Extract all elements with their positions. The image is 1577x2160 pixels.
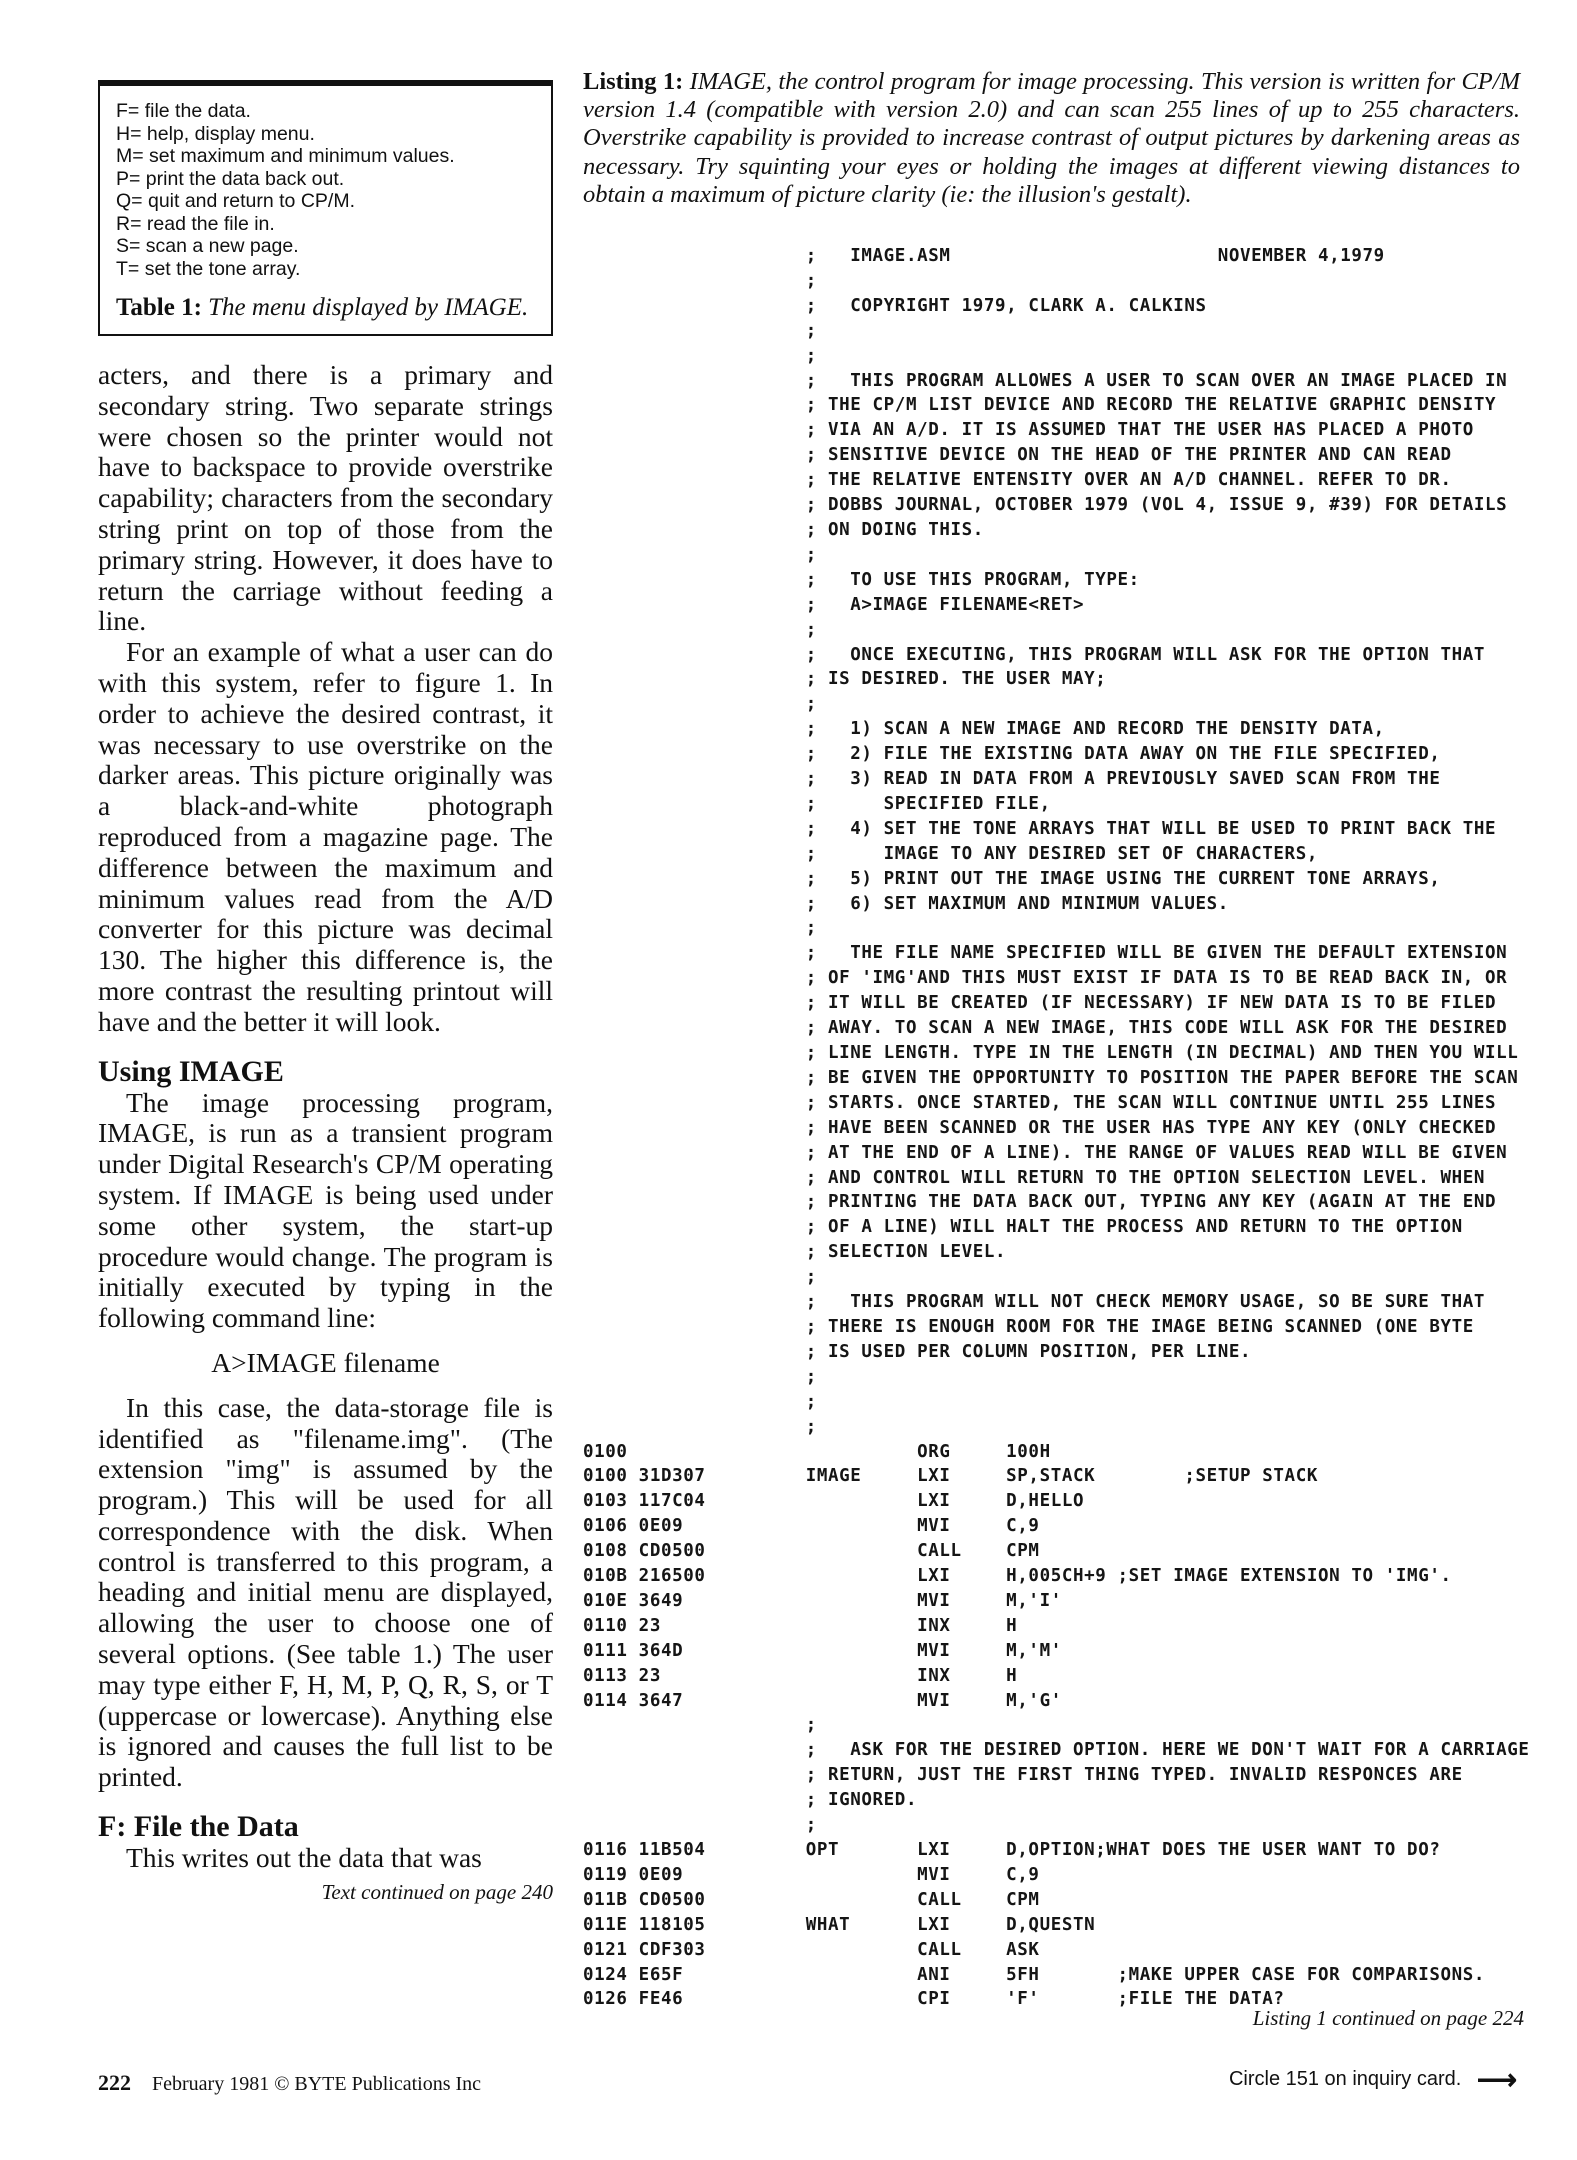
body-paragraph: For an example of what a user can do with this system, refer to figure 1. In order to achieve the desired contrast, it was necessary to use overstrike on the darker areas. This picture originally was a black-and-white photograph reproduced from a magazine page. The difference between the maximum and minimum values read from the A/D converter for this picture was decimal 130. The higher this difference is, the more contrast the resulting printout will have and the better it will look.: [98, 636, 553, 1037]
listing-1-caption-text: IMAGE, the control program for image processing. This version is written for CP/M version 1.4 (compatible with version 2.0) and can scan 255 lines of up to 255 characters. Overstrike capability is provided to increase contrast of output pictures by darkening areas as necessary. Try squinting your eyes or holding the images at different viewing distances to obtain a maximum of picture clarity (ie: the illusion's gestalt).: [583, 68, 1520, 208]
table-1-caption: [116, 294, 537, 322]
menu-item: H= help, display menu.: [116, 122, 315, 145]
section-heading-file-data: F: File the Data: [98, 1810, 299, 1844]
body-paragraph: This writes out the data that was: [126, 1842, 482, 1874]
arrow-right-icon: ⟶: [1476, 2063, 1517, 2095]
command-line-example: A>IMAGE filename: [211, 1346, 440, 1378]
menu-item: Q= quit and return to CP/M.: [116, 190, 355, 212]
listing-1-caption: [583, 68, 1520, 209]
publication-line: February 1981 © BYTE Publications Inc: [152, 2073, 482, 2095]
body-paragraph: In this case, the data-storage file is identified as "filename.img". (The extension "img" is assumed by the program.) This will be used for all correspondence with the disk. When control is transferred to this program, a heading and initial menu are displayed, allowing the user to choose one of several options. (See table 1.) The user may type either F, H, M, P, Q, R, S, or T (uppercase or lowercase). Anything else is ignored and causes the full list to be printed.: [98, 1391, 553, 1793]
assembly-code-listing: ; IMAGE.ASM NOVEMBER 4,1979 ; ; COPYRIGHT 1979, CLARK A. CALKINS ; ; ; THIS PROGRAM ALLOWES A USER TO SCAN OVER AN IMAGE PLACED IN ; THE CP/M LIST DEVICE AND RECORD THE RELATIVE GRAPHIC DENSITY ; VIA AN A/D. IT IS ASSUMED THAT THE USER HAS PLACED A PHOTO ; SENSITIVE DEVICE ON THE HEAD OF THE PRINTER AND CAN READ ; THE RELATIVE ENTENSITY OVER AN A/D CHANNEL. REFER TO DR. ; DOBBS JOURNAL, OCTOBER 1979 (VOL 4, ISSUE 9, #39) FOR DETAILS ; ON DOING THIS. ; ; TO USE THIS PROGRAM, TYPE: ; A>IMAGE FILENAME<RET> ; ; ONCE EXECUTING, THIS PROGRAM WILL ASK FOR THE OPTION THAT ; IS DESIRED. THE USER MAY; ; ; 1) SCAN A NEW IMAGE AND RECORD THE DENSITY DATA, ; 2) FILE THE EXISTING DATA AWAY ON THE FILE SPECIFIED, ; 3) READ IN DATA FROM A PREVIOUSLY SAVED SCAN FROM THE ; SPECIFIED FILE, ; 4) SET THE TONE ARRAYS THAT WILL BE USED TO PRINT BACK THE ; IMAGE TO ANY DESIRED SET OF CHARACTERS, ; 5) PRINT OUT THE IMAGE USING THE CURRENT TONE ARRAYS, ; 6) SET MAXIMUM AND MINIMUM VALUES. ; ; THE FILE NAME SPECIFIED WILL BE GIVEN THE DEFAULT EXTENSION ; OF 'IMG'AND THIS MUST EXIST IF DATA IS TO BE READ BACK IN, OR ; IT WILL BE CREATED (IF NECESSARY) IF NEW DATA IS TO BE FILED ; AWAY. TO SCAN A NEW IMAGE, THIS CODE WILL ASK FOR THE DESIRED ; LINE LENGTH. TYPE IN THE LENGTH (IN DECIMAL) AND THEN YOU WILL ; BE GIVEN THE OPPORTUNITY TO POSITION THE PAPER BEFORE THE SCAN ; STARTS. ONCE STARTED, THE SCAN WILL CONTINUE UNTIL 255 LINES ; HAVE BEEN SCANNED OR THE USER HAS TYPE ANY KEY (ONLY CHECKED ; AT THE END OF A LINE). THE RANGE OF VALUES READ WILL BE GIVEN ; AND CONTROL WILL RETURN TO THE OPTION SELECTION LEVEL. WHEN ; PRINTING THE DATA BACK OUT, TYPING ANY KEY (AGAIN AT THE END ; OF A LINE) WILL HALT THE PROCESS AND RETURN TO THE OPTION ; SELECTION LEVEL. ; ; THIS PROGRAM WILL NOT CHECK MEMORY USAGE, SO BE SURE THAT ; THERE IS ENOUGH ROOM FOR THE IMAGE BEING SCANNED (ONE BYTE ; IS USED PER COLUMN POSITION, PER LINE. ; ; ; 0100 ORG 100H 0100 31D307 IMAGE LXI SP,STACK ;SETUP STACK 0103 117C04 LXI D,HELLO 0106 0E09 MVI C,9 0108 CD0500 CALL CPM 010B 216500 LXI H,005CH+9 ;SET IMAGE EXTENSION TO 'IMG'. 010E 3649 MVI M,'I' 0110 23 INX H 0111 364D MVI M,'M' 0113 23 INX H 0114 3647 MVI M,'G' ; ; ASK FOR THE DESIRED OPTION. HERE WE DON'T WAIT FOR A CARRIAGE ; RETURN, JUST THE FIRST THING TYPED. INVALID RESPONCES ARE ; IGNORED. ; 0116 11B504 OPT LXI D,OPTION;WHAT DOES THE USER WANT TO DO? 0119 0E09 MVI C,9 011B CD0500 CALL CPM 011E 118105 WHAT LXI D,QUESTN 0121 CDF303 CALL ASK 0124 E65F ANI 5FH ;MAKE UPPER CASE FOR COMPARISONS. 0126 FE46 CPI 'F' ;FILE THE DATA?: [583, 246, 1530, 2010]
menu-item-list: [116, 100, 537, 280]
menu-item: F= file the data.: [116, 100, 251, 122]
table-1-label: Table 1:: [116, 294, 202, 321]
text-continued-note: Text continued on page 240: [321, 1879, 553, 1904]
listing-continued-note: Listing 1 continued on page 224: [1252, 2006, 1524, 2030]
menu-item: S= scan a new page.: [116, 235, 299, 257]
inquiry-text: Circle 151 on inquiry card.: [1228, 2068, 1462, 2090]
menu-item: P= print the data back out.: [116, 167, 345, 190]
inquiry-note: [1228, 2063, 1517, 2095]
menu-item: M= set maximum and minimum values.: [116, 145, 455, 167]
table-1-menu-box: [98, 80, 553, 336]
body-paragraph: The image processing program, IMAGE, is run as a transient program under Digital Research's CP/M operating system. If IMAGE is being used under some other system, the start-up procedure would change. The program is initially executed by typing in the following command line:: [98, 1086, 553, 1334]
menu-item: R= read the file in.: [116, 212, 275, 235]
section-heading-using-image: Using IMAGE: [98, 1054, 284, 1088]
page-footer: [98, 2070, 481, 2096]
menu-item: T= set the tone array.: [116, 257, 301, 280]
listing-1-label: Listing 1:: [583, 68, 684, 95]
page-number: 222: [98, 2070, 131, 2095]
left-column: [98, 80, 553, 1905]
table-1-caption-text: The menu displayed by IMAGE.: [208, 294, 529, 321]
body-paragraph: acters, and there is a primary and secondary string. Two separate strings were chosen so the printer would not have to backspace to provide overstrike capability; characters from the secondary string print on top of those from the primary string. However, it does have to return the carriage without feeding a line.: [98, 359, 553, 637]
